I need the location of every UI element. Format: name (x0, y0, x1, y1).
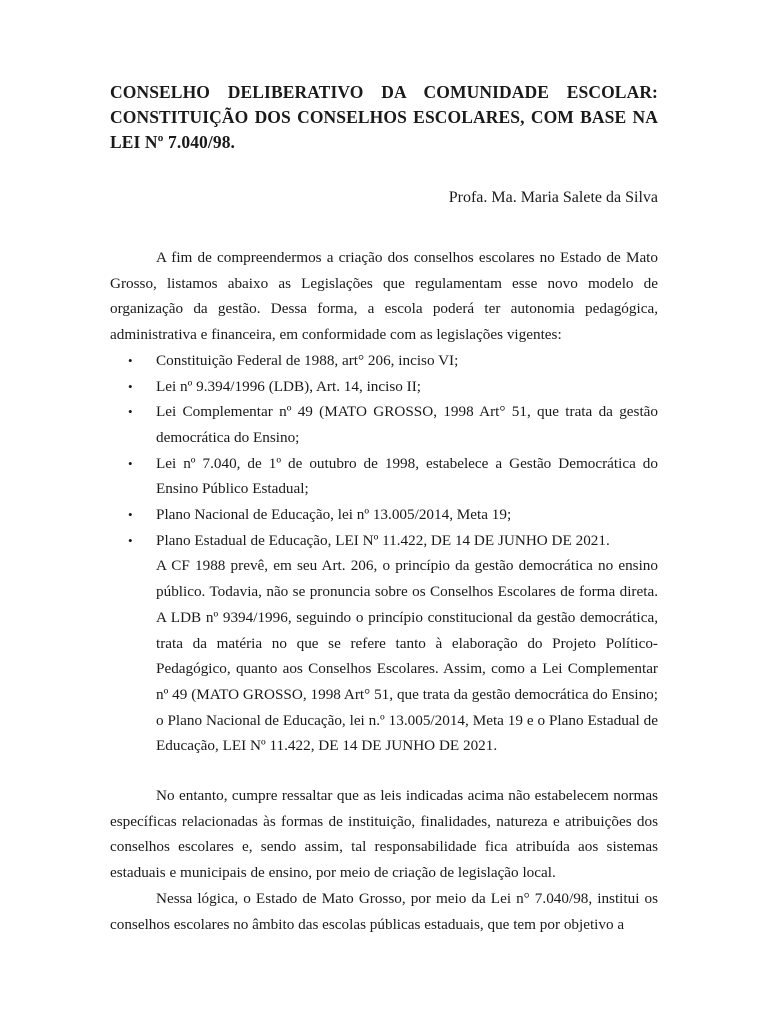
list-item (110, 528, 658, 554)
indented-commentary (110, 553, 658, 759)
bullet-icon: • (128, 455, 133, 471)
list-item (110, 348, 658, 374)
list-item (110, 502, 658, 528)
title-line-3: LEI Nº 7.040/98. (110, 132, 236, 152)
intro-paragraph: A fim de compreendermos a criação dos conselhos escolares no Estado de Mato Grosso, listamos abaixo as Legislações que regulamentam esse novo modelo de organização da gestão. Dessa forma, a escola poderá ter autonomia pedagógica, administrativa e financeira, em conformidade com as legislações vigentes: (110, 249, 658, 344)
document-title (110, 80, 658, 155)
list-item-text: Constituição Federal de 1988, art° 206, inciso VI; (156, 351, 459, 369)
list-item-text: Lei nº 9.394/1996 (LDB), Art. 14, inciso II; (156, 377, 421, 395)
bullet-icon: • (128, 532, 133, 548)
list-item (110, 399, 658, 450)
body-paragraph-2: No entanto, cumpre ressaltar que as leis indicadas acima não estabelecem normas específicas relacionadas às formas de instituição, finalidades, natureza e atribuições dos conselhos escolares e, sendo assim, tal responsabilidade fica atribuída aos sistemas estaduais e municipais de ensino, por meio de criação de legislação local. (110, 787, 658, 882)
bullet-icon: • (128, 378, 133, 394)
document-page (110, 80, 658, 937)
list-item (110, 374, 658, 400)
list-item (110, 451, 658, 502)
commentary-paragraph: A CF 1988 prevê, em seu Art. 206, o princípio da gestão democrática no ensino público. Todavia, não se pronuncia sobre os Conselhos Escolares de forma direta. A LDB nº 9394/1996, seguindo o princípio constitucional da gestão democrática, trata da matéria no que se refere tanto à elaboração do Projeto Político-Pedagógico, quanto aos Conselhos Escolares. Assim, como a Lei Complementar nº 49 (MATO GROSSO, 1998 Art° 51, que trata da gestão democrática do Ensino; o Plano Nacional de Educação, lei n.º 13.005/2014, Meta 19 e o Plano Estadual de Educação, LEI Nº 11.422, DE 14 DE JUNHO DE 2021. (156, 557, 658, 755)
list-item-text: Plano Estadual de Educação, LEI Nº 11.422, DE 14 DE JUNHO DE 2021. (156, 531, 610, 549)
bullet-icon: • (128, 507, 133, 523)
title-line-2: CONSTITUIÇÃO DOS CONSELHOS ESCOLARES, COM BASE NA (110, 107, 658, 127)
list-item-text: Lei nº 7.040, de 1º de outubro de 1998, estabelece a Gestão Democrática do Ensino Público Estadual; (156, 454, 658, 498)
body-paragraph-3: Nessa lógica, o Estado de Mato Grosso, por meio da Lei n° 7.040/98, institui os conselhos escolares no âmbito das escolas públicas estaduais, que tem por objetivo a (110, 889, 658, 933)
legislation-list (110, 348, 658, 554)
bullet-icon: • (128, 404, 133, 420)
list-item-text: Plano Nacional de Educação, lei nº 13.005/2014, Meta 19; (156, 506, 512, 524)
list-item-text: Lei Complementar nº 49 (MATO GROSSO, 1998 Art° 51, que trata da gestão democrática do Ensino; (156, 403, 658, 446)
title-line-1: CONSELHO DELIBERATIVO DA COMUNIDADE ESCOLAR: (110, 82, 658, 102)
bullet-icon: • (128, 352, 133, 368)
author-name: Profa. Ma. Maria Salete da Silva (448, 189, 658, 206)
